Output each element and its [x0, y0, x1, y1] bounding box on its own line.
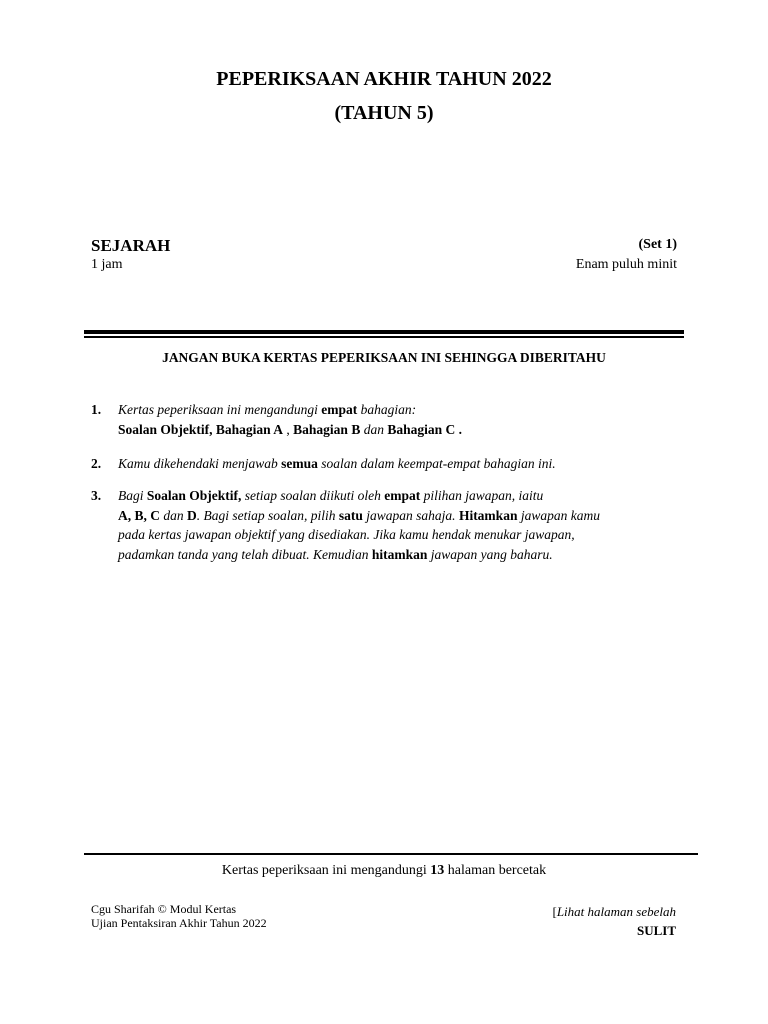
- instruction-line: pada kertas jawapan objektif yang disediakan. Jika kamu hendak menukar jawapan,: [118, 527, 575, 542]
- instruction-number: 2.: [91, 456, 102, 471]
- instruction-1: [91, 400, 691, 439]
- credit-line-1: Cgu Sharifah © Modul Kertas: [91, 902, 237, 916]
- footer-right: [552, 902, 676, 940]
- see-next-page: [Lihat halaman sebelah: [552, 904, 676, 919]
- duration-words: Enam puluh minit: [575, 257, 677, 272]
- divider-thick: [84, 330, 684, 334]
- instruction-2: [91, 454, 691, 474]
- subject-name: SEJARAH: [91, 236, 171, 255]
- instruction-line: A, B, C dan D. Bagi setiap soalan, pilih satu jawapan sahaja. Hitamkan jawapan kamu: [118, 507, 600, 523]
- page-count-note: Kertas peperiksaan ini mengandungi 13 halaman bercetak: [221, 863, 547, 878]
- exam-title: PEPERIKSAAN AKHIR TAHUN 2022: [216, 68, 552, 90]
- footer-divider: [84, 853, 698, 855]
- divider-thin: [84, 336, 684, 338]
- sulit-label: SULIT: [636, 923, 676, 938]
- instruction-line: Soalan Objektif, Bahagian A , Bahagian B dan Bahagian C .: [118, 421, 462, 437]
- credit-line-2: Ujian Pentaksiran Akhir Tahun 2022: [91, 916, 267, 930]
- instruction-3: [91, 486, 691, 564]
- warning-notice: JANGAN BUKA KERTAS PEPERIKSAAN INI SEHINGGA DIBERITAHU: [162, 350, 606, 365]
- set-label: (Set 1): [638, 237, 677, 252]
- duration: 1 jam: [91, 257, 123, 272]
- instruction-number: 1.: [91, 402, 102, 417]
- instruction-line: padamkan tanda yang telah dibuat. Kemudian hitamkan jawapan yang baharu.: [118, 546, 553, 562]
- instruction-line: Bagi Soalan Objektif, setiap soalan diikuti oleh empat pilihan jawapan, iaitu: [118, 488, 544, 503]
- footer-credit: [91, 902, 267, 930]
- instruction-number: 3.: [91, 488, 102, 503]
- instruction-line: Kertas peperiksaan ini mengandungi empat bahagian:: [118, 402, 417, 417]
- instruction-line: Kamu dikehendaki menjawab semua soalan dalam keempat-empat bahagian ini.: [118, 456, 556, 471]
- exam-year-level: (TAHUN 5): [334, 102, 434, 124]
